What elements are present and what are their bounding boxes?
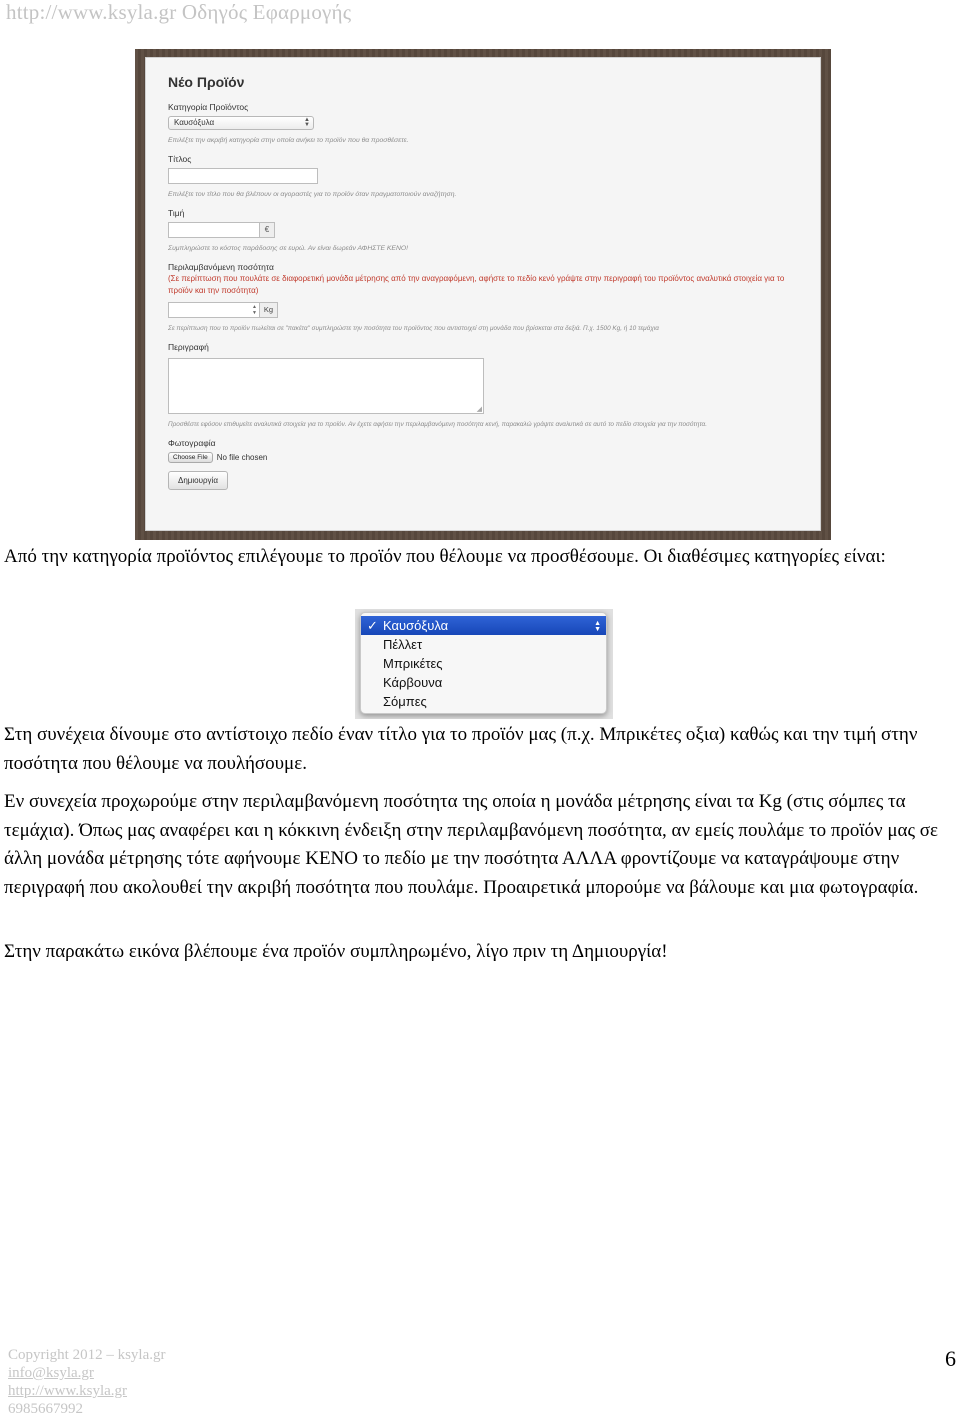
category-select[interactable] xyxy=(168,116,314,130)
resize-grip-icon[interactable]: ◢ xyxy=(476,406,482,413)
dropdown-item[interactable]: Σόμπες xyxy=(383,694,427,709)
quantity-label: Περιλαμβανόμενη ποσότητα xyxy=(168,262,274,272)
dropdown-item[interactable]: Κάρβουνα xyxy=(383,675,443,690)
form-screenshot xyxy=(135,49,831,540)
footer-email-link[interactable]: info@ksyla.gr xyxy=(8,1365,94,1381)
category-dropdown xyxy=(360,612,607,714)
paragraph-2: Στη συνέχεια δίνουμε στο αντίστοιχο πεδίο έναν τίτλο για το προϊόν μας (π.χ. Μπρικέτες οξια) καθώς και την τιμή στην ποσότητα που θέλουμε να πουλήσουμε. xyxy=(4,724,918,774)
price-input[interactable] xyxy=(168,222,260,238)
title-input[interactable] xyxy=(168,168,318,184)
file-row xyxy=(168,452,820,463)
dropdown-item-label: Καυσόξυλα xyxy=(383,618,449,633)
page-number: 6 xyxy=(945,1346,956,1371)
title-hint: Επιλέξτε τον τίτλο που θα βλέπουν οι αγοραστές για το προϊόν όταν πραγματοποιούν αναζήτηση. xyxy=(168,191,457,198)
price-label: Τιμή xyxy=(168,208,185,218)
form-title: Νέο Προϊόν xyxy=(168,74,245,90)
category-label: Κατηγορία Προϊόντος xyxy=(168,102,249,112)
footer-url-link[interactable]: http://www.ksyla.gr xyxy=(8,1383,128,1399)
dropdown-item[interactable]: Πέλλετ xyxy=(383,637,423,652)
description-label: Περιγραφή xyxy=(168,342,209,352)
dropdown-screenshot xyxy=(355,609,613,719)
quantity-row xyxy=(168,302,820,318)
category-hint: Επιλέξτε την ακριβή κατηγορία στην οποία ανήκει το προϊόν που θα προσθέσετε. xyxy=(168,137,409,144)
select-arrows-icon: ▲ ▼ xyxy=(594,620,601,633)
title-label: Τίτλος xyxy=(168,154,192,164)
footer xyxy=(8,1346,166,1418)
price-hint: Συμπληρώστε το κόστος παράδοσης σε ευρώ. Αν είναι δωρεάν ΑΦΗΣΤΕ ΚΕΝΟ! xyxy=(168,245,409,252)
quantity-warning: (Σε περίπτωση που πουλάτε σε διαφορετική μονάδα μέτρησης από την αναγραφόμενη, αφήστε το πεδίο κενό γράψτε στην περιγραφή του προϊόντος αναλυτικά στοιχεία για το προϊόν και την ποσότητα) xyxy=(168,274,785,295)
price-row xyxy=(168,222,820,238)
dropdown-item[interactable]: Μπρικέτες xyxy=(383,656,443,671)
quantity-hint: Σε περίπτωση που το προϊόν πωλείται σε "πακέτα" συμπληρώστε την ποσότητα του προϊόντος που αντιστοιχεί στη μονάδα που βρίσκεται στα δεξιά. Π.χ. 1500 Kg, ή 10 τεμάχια xyxy=(168,325,659,332)
footer-copyright: Copyright 2012 – ksyla.gr xyxy=(8,1347,166,1363)
description-hint: Προσθέστε εφόσον επιθυμείτε αναλυτικά στοιχεία για το προϊόν. Αν έχετε αφήσει την περιλαμβανόμενη ποσότητα κενή, παρακαλώ γράψτε αναλυτικά σε αυτό το πεδίο στοιχεία για την ποσότητα. xyxy=(168,421,707,428)
paragraph-3: Εν συνεχεία προχωρούμε στην περιλαμβανόμενη ποσότητα της οποία η μονάδα μέτρησης είναι τα Kg (στις σόμπες τα τεμάχια). Όπως μας αναφέρει και η κόκκινη ένδειξη στην περιλαμβανόμενη ποσότητα, αν εμείς πουλάμε το προϊόν μας σε άλλη μονάδα μέτρησης τότε αφήνουμε ΚΕΝΟ το πεδίο με την ποσότητα ΑΛΛΑ φροντίζουμε να καταγράψουμε στην περιγραφή που ακολουθεί την ακριβή ποσότητα που πουλάμε. Προαιρετικά μπορούμε να βάλουμε και μια φωτογραφία. xyxy=(4,791,939,898)
no-file-text: No file chosen xyxy=(216,453,268,462)
spinner-icon[interactable]: ▲ ▼ xyxy=(252,304,257,316)
create-button[interactable]: Δημιουργία xyxy=(168,471,228,490)
select-arrows-icon: ▲ ▼ xyxy=(304,117,310,128)
page-header: http://www.ksyla.gr Οδηγός Εφαρμογής xyxy=(6,0,352,24)
checkmark-icon: ✓ xyxy=(367,618,378,633)
photo-label: Φωτογραφία xyxy=(168,438,216,448)
paragraph-1: Από την κατηγορία προϊόντος επιλέγουμε το προϊόν που θέλουμε να προσθέσουμε. Οι διαθέσιμες κατηγορίες είναι: xyxy=(4,546,886,567)
choose-file-button[interactable]: Choose File xyxy=(168,452,213,463)
quantity-input[interactable] xyxy=(168,302,260,318)
quantity-unit: Kg xyxy=(260,302,278,318)
footer-phone: 6985667992 xyxy=(8,1401,83,1417)
dropdown-item-selected[interactable] xyxy=(361,616,606,635)
euro-icon: € xyxy=(260,222,275,238)
description-textarea[interactable] xyxy=(168,358,484,414)
paragraph-4: Στην παρακάτω εικόνα βλέπουμε ένα προϊόν συμπληρωμένο, λίγο πριν τη Δημιουργία! xyxy=(4,941,668,962)
category-select-value: Καυσόξυλα xyxy=(174,118,215,127)
new-product-form xyxy=(145,57,821,531)
